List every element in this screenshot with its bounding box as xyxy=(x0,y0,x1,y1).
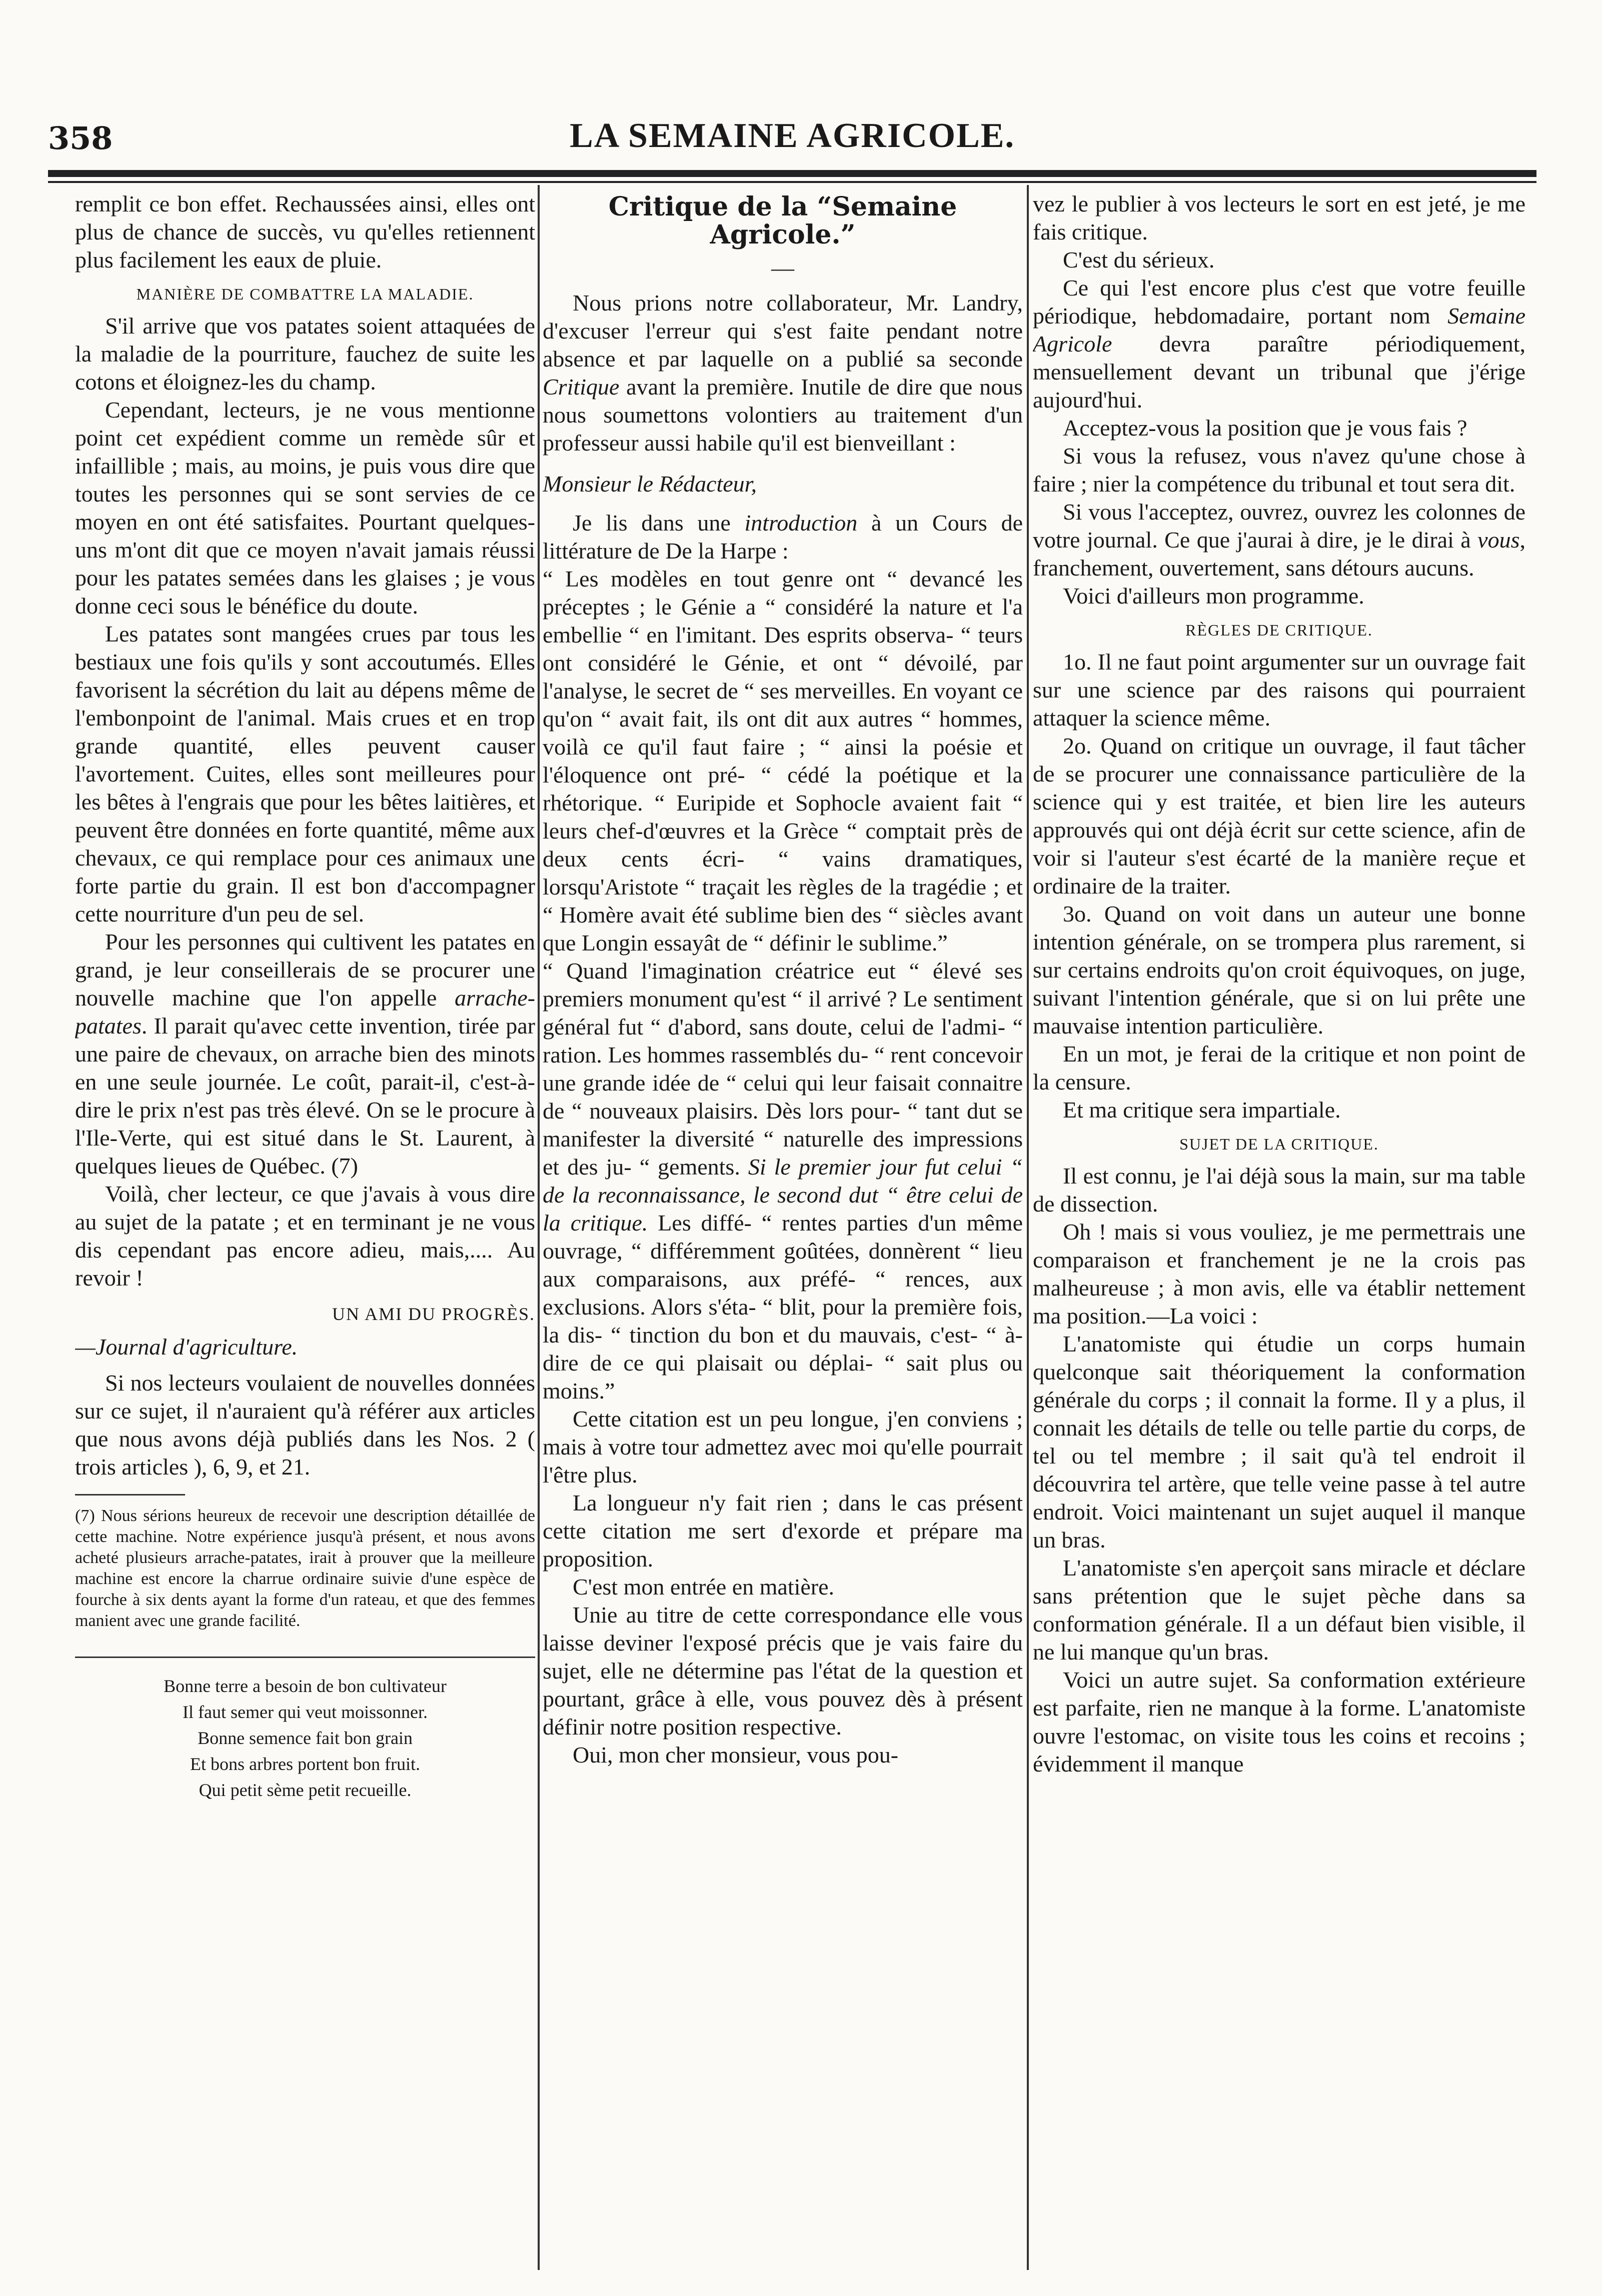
quote-paragraph: “ Les modèles en tout genre ont “ devancé les préceptes ; le Génie a “ considéré la nature et l'a embellie “ en l'imitant. Des esprits observa- “ teurs ont considéré le Génie, et ont “ dévoilé, par l'analyse, le secret de “ ses merveilles. En voyant ce qu'on “ avait fait, ils ont dit aux autres “ hommes, voilà ce qu'il faut faire ; “ ainsi la poésie et l'éloquence ont pré- “ cédé la poétique et la rhétorique. “ Euripide et Sophocle avaient fait “ leurs chef-d'œuvres et la Grèce “ comptait près de deux cents écri- “ vains dramatiques, lorsqu'Aristote “ traçait les règles de la tragédie ; et “ Homère avait été sublime bien des “ siècles avant que Longin essayât de “ définir le sublime.” xyxy=(543,566,1023,956)
text-run: à un Cours de littérature de De la Harpe : xyxy=(543,510,1023,564)
paragraph xyxy=(1033,274,1525,414)
salutation: Monsieur le Rédacteur, xyxy=(543,471,757,496)
footnote: (7) Nous sérions heureux de recevoir une description détaillée de cette machine. Notre expérience jusqu'à présent, et nous avons acheté plusieurs arrache-patates, irait à prouver que la meilleure machine est encore la charrue ordinaire suivie d'une espèce de fourche à six dents ayant la forme d'un rateau, et que des femmes manient avec une grande facilité. xyxy=(75,1506,535,1630)
italic-text: Semaine Agricole xyxy=(1033,303,1525,356)
section-heading: SUJET DE LA CRITIQUE. xyxy=(1179,1135,1379,1153)
text-run: , franchement, ouvertement, sans détours aucuns. xyxy=(1033,527,1525,580)
text-run: avant la première. Inutile de dire que nous nous soumettons volontiers au traitement d'un professeur aussi habile qu'il est bienveillant : xyxy=(543,374,1023,456)
source-credit: —Journal d'agriculture. xyxy=(75,1334,298,1360)
text-run: Les diffé- “ rentes parties d'un même ouvrage, “ différemment goûtées, donnèrent “ lieu aux comparaisons, aux préfé- “ rences, aux exclusions. Alors s'éta- “ blit, pour la première fois, la dis- “ tinction du bon et du mauvais, c'est- “ à-dire de ce qui plaisait ou déplai- “ sait plus ou moins.” xyxy=(543,1210,1023,1404)
paragraph: Si nos lecteurs voulaient de nouvelles données sur ce sujet, il n'auraient qu'à référer aux articles que nous avons déjà publiés dans les Nos. 2 ( trois articles ), 6, 9, et 21. xyxy=(75,1370,535,1480)
title-dash: — xyxy=(771,255,794,280)
paragraph: Cette citation est un peu longue, j'en conviens ; mais à votre tour admettez avec moi qu'elle pourrait l'être plus. xyxy=(543,1406,1023,1488)
paragraph: Unie au titre de cette correspondance elle vous laisse deviner l'exposé précis que je vais faire du sujet, elle ne détermine pas l'état de la question et pourtant, grâce à elle, vous pouvez dès à présent définir notre position respective. xyxy=(543,1602,1023,1740)
paragraph: Oh ! mais si vous vouliez, je me permettrais une comparaison et franchement je ne la crois pas malheureuse ; à mon avis, elle va établir nettement ma position.—La voici : xyxy=(1033,1219,1525,1328)
rule-item: 1o. Il ne faut point argumenter sur un ouvrage fait sur une science par des raisons qui pourraient attaquer la science même. xyxy=(1033,649,1525,730)
separator-rule xyxy=(75,1656,535,1658)
footnote-rule xyxy=(75,1494,185,1496)
paragraph xyxy=(543,289,1023,457)
paragraph: Voici un autre sujet. Sa conformation extérieure est parfaite, rien ne manque à la forme. L'anatomiste ouvre l'estomac, on visite tous les coins et recoins ; évidemment il manque xyxy=(1033,1667,1525,1776)
paragraph: Il est connu, je l'ai déjà sous la main, sur ma table de dissection. xyxy=(1033,1163,1525,1216)
paragraph: C'est du sérieux. xyxy=(1063,247,1215,272)
column-3 xyxy=(1033,190,1525,2265)
quotation xyxy=(543,565,1023,1405)
paragraph: Acceptez-vous la position que je vous fais ? xyxy=(1063,415,1467,440)
column-divider-2 xyxy=(1027,185,1029,2270)
paragraph: S'il arrive que vos patates soient attaquées de la maladie de la pourriture, fauchez de suite les cotons et éloignez-les du champ. xyxy=(75,313,535,394)
header-rule-thin xyxy=(48,181,1536,183)
column-1 xyxy=(75,190,535,2265)
text-run: devra paraître périodiquement, mensuellement devant un tribunal que j'érige aujourd'hui. xyxy=(1033,331,1525,412)
paragraph: L'anatomiste qui étudie un corps humain quelconque sait théoriquement la conformation générale du corps ; il connait la forme. Il y a plus, il connait les détails de telle ou telle partie du corps, de tel ou tel membre ; il sait qu'à tel endroit il découvrira tel artère, que telle veine passe à tel autre endroit. Voici maintenant un sujet auquel il manque un bras. xyxy=(1033,1331,1525,1552)
paragraph: vez le publier à vos lecteurs le sort en est jeté, je me fais critique. xyxy=(1033,191,1525,244)
column-divider-1 xyxy=(538,185,540,2270)
section-heading: MANIÈRE DE COMBATTRE LA MALADIE. xyxy=(136,285,474,303)
italic-text: vous xyxy=(1477,527,1520,552)
paragraph: Si vous la refusez, vous n'avez qu'une chose à faire ; nier la compétence du tribunal et tout sera dit. xyxy=(1033,443,1525,496)
italic-text: introduction xyxy=(744,510,858,536)
paragraph xyxy=(543,509,1023,565)
paragraph xyxy=(1033,498,1525,582)
paragraph xyxy=(75,928,535,1180)
paragraph: La longueur n'y fait rien ; dans le cas présent cette citation me sert d'exorde et prépare ma proposition. xyxy=(543,1490,1023,1572)
text-run: Ce qui l'est encore plus c'est que votre feuille périodique, hebdomadaire, portant nom xyxy=(1033,275,1525,328)
header-rule-thick xyxy=(48,170,1536,177)
paragraph: Les patates sont mangées crues par tous les bestiaux une fois qu'ils y sont accoutumés. Elles favorisent la sécrétion du lait au dépens même de l'embonpoint de l'animal. Mais crues et en trop grande quantité, elles peuvent causer l'avortement. Cuites, elles sont meilleures pour les bêtes à l'engrais que pour les bêtes laitières, et peuvent être données en forte quantité, même aux chevaux, ce qui remplace pour ces animaux une forte partie du grain. Il est bon d'accompagner cette nourriture d'un peu de sel. xyxy=(75,621,535,926)
paragraph: Oui, mon cher monsieur, vous pou- xyxy=(573,1742,899,1768)
verse-line: Bonne terre a besoin de bon cultivateur xyxy=(164,1676,447,1696)
italic-text: arrache-patates xyxy=(75,985,535,1038)
proverb-verse xyxy=(75,1673,535,1803)
paragraph: Voilà, cher lecteur, ce que j'avais à vous dire au sujet de la patate ; et en terminant je ne vous dis cependant pas encore adieu, mais,.... Au revoir ! xyxy=(75,1181,535,1290)
paragraph: L'anatomiste s'en aperçoit sans miracle et déclare sans prétention que le sujet pèche dans sa conformation générale. Il a un défaut bien visible, il ne lui manque qu'un bras. xyxy=(1033,1555,1525,1664)
article-title: Critique de la “Semaine Agricole.” xyxy=(608,192,957,250)
verse-line: Qui petit sème petit recueille. xyxy=(199,1780,412,1800)
rule-item: 3o. Quand on voit dans un auteur une bonne intention générale, on se trompera plus rarement, si sur certains endroits qu'on croit équivoques, on juge, suivant l'intention générale, que si on lui prête une mauvaise intention particulière. xyxy=(1033,901,1525,1038)
column-2 xyxy=(543,190,1023,2265)
author-signature: UN AMI DU PROGRÈS. xyxy=(332,1304,535,1324)
section-heading: RÈGLES DE CRITIQUE. xyxy=(1185,621,1373,639)
page-number: 358 xyxy=(48,120,113,156)
paragraph: En un mot, je ferai de la critique et non point de la censure. xyxy=(1033,1041,1525,1094)
verse-line: Il faut semer qui veut moissonner. xyxy=(183,1702,428,1722)
paragraph: Voici d'ailleurs mon programme. xyxy=(1063,583,1364,608)
italic-text: Critique xyxy=(543,374,620,400)
text-run: . Il parait qu'avec cette invention, tirée par une paire de chevaux, on arrache bien des minots en une seule journée. Le coût, parait-il, c'est-à-dire le prix n'est pas très élevé. On se le procure à l'Ile-Verte, qui est situé dans le St. Laurent, à quelques lieues de Québec. (7) xyxy=(75,1013,535,1178)
paragraph: remplit ce bon effet. Rechaussées ainsi, elles ont plus de chance de succès, vu qu'elles retiennent plus facilement les eaux de pluie. xyxy=(75,191,535,272)
text-run: Si vous l'acceptez, ouvrez, ouvrez les colonnes de votre journal. Ce que j'aurai à dire, je le dirai à xyxy=(1033,499,1525,552)
paragraph: C'est mon entrée en matière. xyxy=(573,1574,835,1600)
paragraph: Et ma critique sera impartiale. xyxy=(1063,1097,1341,1122)
masthead: LA SEMAINE AGRICOLE. xyxy=(570,116,1015,155)
verse-line: Et bons arbres portent bon fruit. xyxy=(190,1754,420,1774)
verse-line: Bonne semence fait bon grain xyxy=(198,1728,413,1748)
paragraph: Cependant, lecteurs, je ne vous mentionne point cet expédient comme un remède sûr et infaillible ; mais, au moins, je puis vous dire que toutes les personnes qui se sont servies de ce moyen en ont été satisfaites. Pourtant quelques-uns m'ont dit que ce moyen n'avait jamais réussi pour les patates semées dans les glaises ; je vous donne ceci sous le bénéfice du doute. xyxy=(75,397,535,618)
italic-text: Si le premier jour fut celui “ de la reconnaissance, le second dut “ être celui de la critique. xyxy=(543,1154,1023,1236)
text-run: Nous prions notre collaborateur, Mr. Landry, d'excuser l'erreur qui s'est faite pendant notre absence et par laquelle on a publié sa seconde xyxy=(543,290,1023,372)
text-run: Pour les personnes qui cultivent les patates en grand, je leur conseillerais de se procurer une nouvelle machine que l'on appelle xyxy=(75,929,535,1010)
quote-paragraph xyxy=(543,957,1023,1405)
rule-item: 2o. Quand on critique un ouvrage, il faut tâcher de se procurer une connaissance particulière de la science qui y est traitée, et bien lire les auteurs approuvés qui ont déjà écrit sur cette science, afin de voir si l'auteur s'est écarté de la manière reçue et ordinaire de la traiter. xyxy=(1033,733,1525,898)
text-run: Je lis dans une xyxy=(573,510,745,536)
text-run: “ Quand l'imagination créatrice eut “ élevé ses premiers monument qu'est “ il arrivé ? Le sentiment général fut “ d'abord, sans doute, celui de l'admi- “ ration. Les hommes rassemblés du- “ rent concevoir une grande idée de “ celui qui leur faisait connaitre de “ nouveaux plaisirs. Dès lors pour- “ tant dut se manifester la diversité “ naturelle des impressions et des ju- “ gements. xyxy=(543,958,1023,1180)
